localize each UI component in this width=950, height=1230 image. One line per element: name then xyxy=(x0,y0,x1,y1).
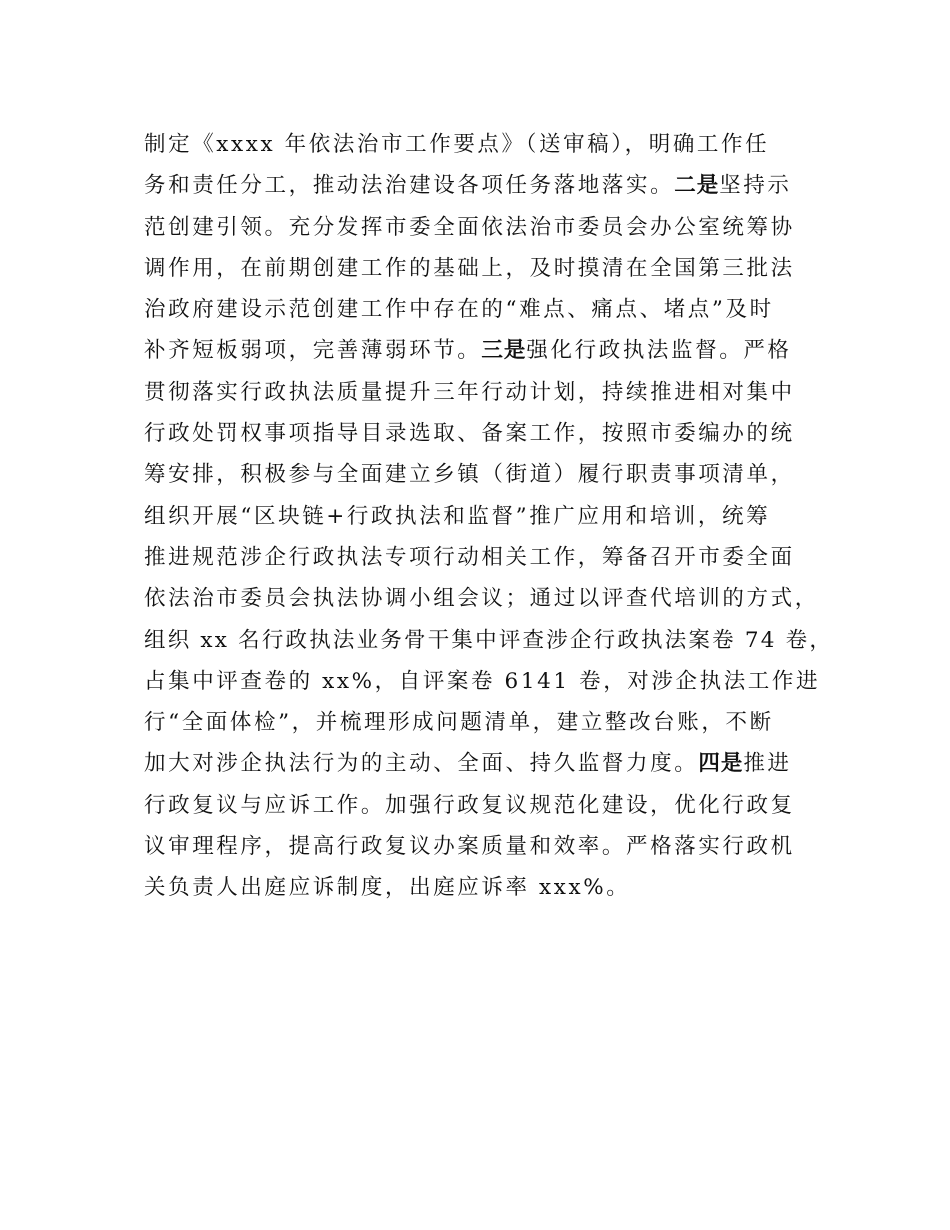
text-line xyxy=(144,330,834,371)
text-run: 范创建引领。充分发挥市委全面依法治市委员会办公室统筹协 xyxy=(144,214,795,240)
text-run: 依法治市委员会执法协调小组会议；通过以评查代培训的方式， xyxy=(144,586,819,612)
text-run: 行政处罚权事项指导目录选取、备案工作，按照市委编办的统 xyxy=(144,421,795,447)
text-run: 强化行政执法监督。严格 xyxy=(526,338,792,364)
text-run: 贯彻落实行政执法质量提升三年行动计划，持续推进相对集中 xyxy=(144,379,795,405)
text-line xyxy=(144,661,834,702)
text-line xyxy=(144,248,834,289)
text-line xyxy=(144,372,834,413)
text-line xyxy=(144,578,834,619)
text-run: 坚持示 xyxy=(719,173,792,199)
text-line xyxy=(144,289,834,330)
text-line xyxy=(144,867,834,908)
text-line xyxy=(144,124,834,165)
text-line xyxy=(144,496,834,537)
text-run: 议审理程序，提高行政复议办案质量和效率。严格落实行政机 xyxy=(144,834,795,860)
text-line xyxy=(144,743,834,784)
emphasis-run: 二是 xyxy=(674,173,720,199)
text-run: 补齐短板弱项，完善薄弱环节。 xyxy=(144,338,482,364)
text-run: 组织 xx 名行政执法业务骨干集中评查涉企行政执法案卷 74 卷， xyxy=(144,627,834,653)
text-line xyxy=(144,207,834,248)
text-run: 关负责人出庭应诉制度，出庭应诉率 xxx%。 xyxy=(144,875,631,901)
text-run: 行“全面体检”，并梳理形成问题清单，建立整改台账，不断 xyxy=(144,710,774,736)
text-run: 筹安排，积极参与全面建立乡镇（街道）履行职责事项清单， xyxy=(144,462,795,488)
emphasis-run: 四是 xyxy=(698,751,744,777)
text-run: 占集中评查卷的 xx%，自评案卷 6141 卷，对涉企执法工作进 xyxy=(144,668,821,694)
text-run: 制定《xxxx 年依法治市工作要点》（送审稿），明确工作任 xyxy=(144,132,770,157)
text-line xyxy=(144,826,834,867)
body-paragraph xyxy=(144,124,834,909)
text-run: 推进 xyxy=(743,751,792,777)
text-line xyxy=(144,785,834,826)
text-run: 推进规范涉企行政执法专项行动相关工作，筹备召开市委全面 xyxy=(144,544,795,570)
text-run: 调作用，在前期创建工作的基础上，及时摸清在全国第三批法 xyxy=(144,255,795,281)
text-line xyxy=(144,454,834,495)
text-line xyxy=(144,620,834,661)
text-run: 加大对涉企执法行为的主动、全面、持久监督力度。 xyxy=(144,751,699,777)
text-run: 组织开展“区块链+行政执法和监督”推广应用和培训，统筹 xyxy=(144,503,771,529)
text-run: 务和责任分工，推动法治建设各项任务落地落实。 xyxy=(144,173,675,199)
text-line xyxy=(144,537,834,578)
text-run: 行政复议与应诉工作。加强行政复议规范化建设，优化行政复 xyxy=(144,792,795,818)
text-run: 治政府建设示范创建工作中存在的“难点、痛点、堵点”及时 xyxy=(144,297,774,323)
text-line xyxy=(144,702,834,743)
text-line xyxy=(144,413,834,454)
text-line xyxy=(144,165,834,206)
emphasis-run: 三是 xyxy=(481,338,527,364)
